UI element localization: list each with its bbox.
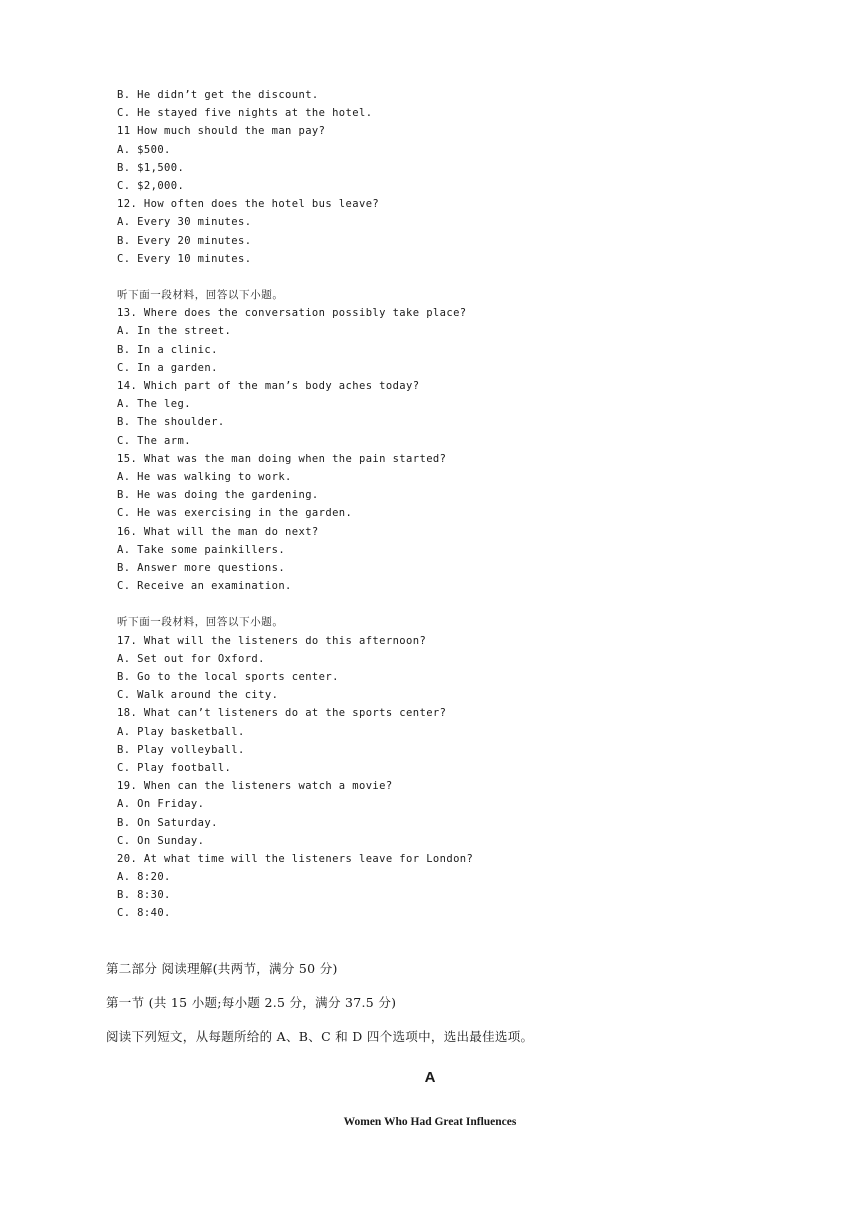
answer-option: A. On Friday. [117, 798, 205, 811]
answer-option: A. In the street. [117, 325, 232, 338]
answer-option: A. Take some painkillers. [117, 543, 286, 556]
answer-option: B. The shoulder. [117, 416, 225, 429]
question-line: 19. When can the listeners watch a movie? [117, 780, 393, 793]
answer-option: B. Play volleyball. [117, 743, 245, 756]
answer-option: C. In a garden. [117, 361, 218, 374]
answer-option: B. In a clinic. [117, 343, 218, 356]
answer-option: B. He didn’t get the discount. [117, 89, 319, 101]
part-two-heading: 第二部分 阅读理解(共两节，满分 50 分) [106, 961, 338, 976]
answer-option: A. $500. [117, 143, 171, 156]
answer-option: A. Set out for Oxford. [117, 652, 265, 665]
answer-option: B. He was doing the gardening. [117, 489, 319, 502]
answer-option: C. Walk around the city. [117, 689, 279, 702]
answer-option: B. On Saturday. [117, 816, 218, 829]
blank-line [117, 268, 737, 286]
answer-option: C. He was exercising in the garden. [117, 507, 353, 520]
answer-option: C. He stayed five nights at the hotel. [117, 107, 373, 120]
answer-option: B. Every 20 minutes. [117, 234, 252, 247]
question-line: 14. Which part of the man’s body aches today? [117, 380, 420, 392]
answer-option: C. $2,000. [117, 179, 185, 192]
passage-letter: A [424, 1069, 436, 1086]
answer-option: B. Answer more questions. [117, 561, 286, 574]
answer-option: C. 8:40. [117, 907, 171, 920]
answer-option: A. The leg. [117, 398, 191, 411]
reading-instruction: 阅读下列短文，从每题所给的 A、B、C 和 D 四个选项中，选出最佳选项。 [106, 1029, 534, 1044]
question-line: 16. What will the man do next? [117, 525, 319, 538]
passage-title: Women Who Had Great Influences [343, 1116, 517, 1128]
answer-option: A. He was walking to work. [117, 470, 292, 483]
answer-option: A. 8:20. [117, 871, 171, 884]
question-line: 18. What can’t listeners do at the sports center? [117, 707, 447, 720]
answer-option: C. On Sunday. [117, 834, 205, 847]
answer-option: C. Every 10 minutes. [117, 252, 252, 265]
question-line: 15. What was the man doing when the pain started? [117, 452, 447, 465]
question-line: 13. Where does the conversation possibly take place? [117, 307, 467, 320]
question-line: 11 How much should the man pay? [117, 125, 326, 138]
question-line: 12. How often does the hotel bus leave? [117, 198, 380, 211]
answer-option: B. Go to the local sports center. [117, 671, 339, 683]
section-one-heading: 第一节 (共 15 小题;每小题 2.5 分，满分 37.5 分) [106, 995, 397, 1010]
answer-option: C. Receive an examination. [117, 580, 292, 593]
answer-option: C. Play football. [117, 761, 232, 774]
answer-option: A. Play basketball. [117, 725, 245, 738]
answer-option: A. Every 30 minutes. [117, 216, 252, 229]
answer-option: C. The arm. [117, 434, 191, 447]
blank-line [117, 595, 737, 613]
listening-instruction: 听下面一段材料，回答以下小题。 [117, 289, 284, 302]
question-line: 17. What will the listeners do this afternoon? [117, 634, 427, 647]
answer-option: B. $1,500. [117, 161, 185, 174]
question-line: 20. At what time will the listeners leave for London? [117, 852, 474, 865]
listening-questions [117, 86, 737, 923]
answer-option: B. 8:30. [117, 889, 171, 902]
listening-instruction: 听下面一段材料，回答以下小题。 [117, 616, 284, 629]
